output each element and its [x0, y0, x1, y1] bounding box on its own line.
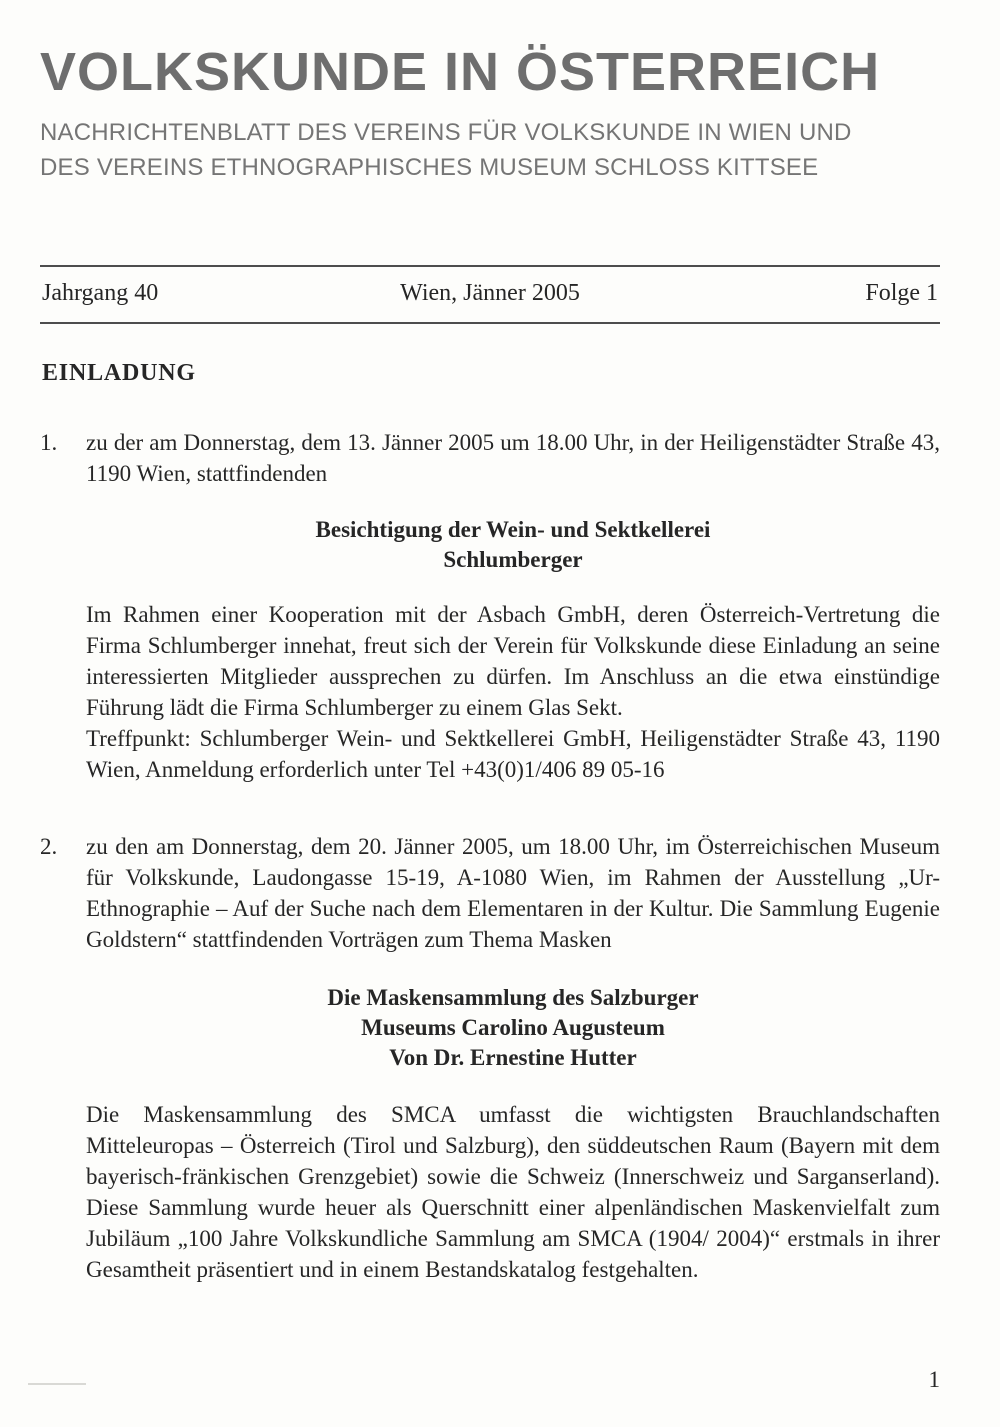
subtitle-line-2: DES VEREINS ETHNOGRAPHISCHES MUSEUM SCHLOSS KITTSEE: [40, 153, 819, 181]
page-number: 1: [928, 1367, 940, 1392]
newsletter-title: VOLKSKUNDE IN ÖSTERREICH: [40, 42, 881, 102]
list-item-1-number: 1.: [40, 429, 58, 455]
item-2-event-title: [86, 983, 940, 1073]
item-2-paragraph-1: Die Maskensammlung des SMCA umfasst die wichtigsten Brauchlandschaften Mitteleuropas – Österreich (Tirol und Salzburg), den süddeutschen Raum (Bayern mit dem bayerisch-fränkischen Grenzgebiet) sowie die Schweiz (Innerschweiz und Sarganserland). Diese Sammlung wurde heuer als Querschnitt einer alpenländischen Maskenvielfalt zum Jubiläum „100 Jahre Volkskundliche Sammlung am SMCA (1904/ 2004)“ erstmals in ihrer Gesamtheit präsentiert und in einem Bestandskatalog festgehalten.: [86, 1101, 940, 1282]
list-item-1: [40, 427, 940, 785]
issue-bar: [40, 265, 940, 324]
section-heading-einladung: EINLADUNG: [42, 359, 196, 386]
item-2-event-title-line-3: Von Dr. Ernestine Hutter: [389, 1044, 637, 1070]
item-1-intro: zu der am Donnerstag, dem 13. Jänner 2005 um 18.00 Uhr, in der Heiligenstädter Straße 43, 1190 Wien, stattfindenden: [86, 429, 940, 486]
masthead: [40, 44, 940, 185]
item-2-event-title-line-1: Die Maskensammlung des Salzburger: [327, 984, 699, 1010]
list-item-2: [40, 831, 940, 1285]
newsletter-subtitle: [40, 115, 940, 185]
item-1-event-title-line-2: Schlumberger: [443, 546, 583, 572]
subtitle-line-1: NACHRICHTENBLATT DES VEREINS FÜR VOLKSKUNDE IN WIEN UND: [40, 118, 852, 146]
item-1-event-title: [86, 515, 940, 575]
list-item-2-number: 2.: [40, 833, 58, 859]
scan-artifact: [28, 1383, 86, 1385]
issue-number: Folge 1: [865, 279, 939, 306]
list-item-1-body: [86, 427, 940, 785]
item-2-intro: zu den am Donnerstag, dem 20. Jänner 2005, um 18.00 Uhr, im Österreichischen Museum für Volkskunde, Laudongasse 15-19, A-1080 Wien, im Rahmen der Ausstellung „Ur-Ethnographie – Auf der Suche nach dem Elementaren in der Kultur. Die Sammlung Eugenie Goldstern“ stattfindenden Vorträgen zum Thema Masken: [86, 833, 940, 952]
item-1-paragraph-1: Im Rahmen einer Kooperation mit der Asbach GmbH, deren Österreich-Vertretung die Firma Schlumberger innehat, freut sich der Verein für Volkskunde diese Einladung an seine interessierten Mitglieder aussprechen zu dürfen. Im Anschluss an die etwa einstündige Führung lädt die Firma Schlumberger zu einem Glas Sekt.: [86, 601, 940, 720]
item-1-event-title-line-1: Besichtigung der Wein- und Sektkellerei: [315, 516, 711, 542]
issue-date: Wien, Jänner 2005: [400, 279, 580, 306]
item-1-paragraph-2: Treffpunkt: Schlumberger Wein- und Sektkellerei GmbH, Heiligenstädter Straße 43, 1190 Wien, Anmeldung erforderlich unter Tel +43(0)1/406 89 05-16: [86, 725, 940, 782]
item-2-event-title-line-2: Museums Carolino Augusteum: [361, 1014, 665, 1040]
issue-volume: Jahrgang 40: [42, 279, 159, 306]
list-item-2-body: [86, 831, 940, 1285]
